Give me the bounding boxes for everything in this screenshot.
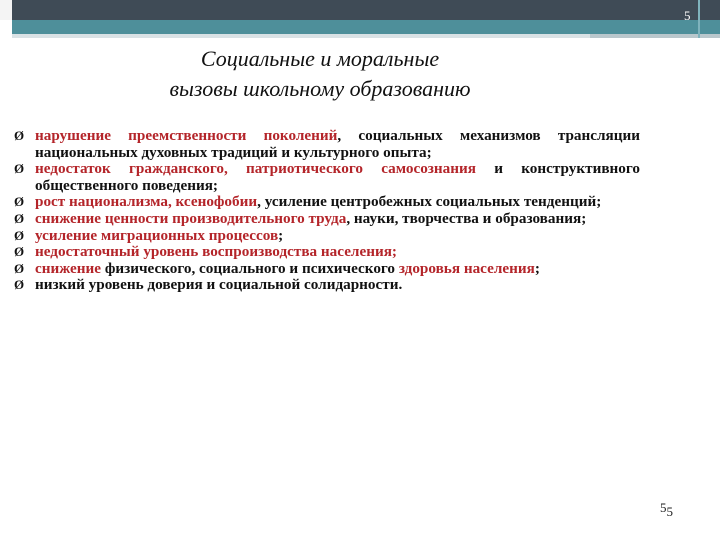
list-item xyxy=(14,128,640,161)
bullet-arrow-icon: Ø xyxy=(14,227,25,243)
teal-banner-stripe xyxy=(12,20,720,34)
page-number-main: 5 xyxy=(660,500,667,515)
challenges-list xyxy=(14,128,640,294)
bullet-arrow-icon: Ø xyxy=(14,244,25,260)
highlighted-text: здоровья населения xyxy=(398,259,535,277)
page-number-sub: 5 xyxy=(666,504,673,519)
header-rule xyxy=(12,34,720,38)
highlighted-text: снижение ценности производительного труда xyxy=(35,209,347,227)
highlighted-text: недостаток гражданского, патриотического самосознания xyxy=(35,160,476,178)
body-text: и конструктивного общественного поведения; xyxy=(35,160,640,194)
body-text: ; xyxy=(278,226,284,244)
slide-title-line-2: вызовы школьному образованию xyxy=(169,76,471,101)
bullet-arrow-icon: Ø xyxy=(14,210,25,226)
body-text: физического, социального и психического xyxy=(101,259,399,277)
list-item xyxy=(14,161,640,194)
list-item xyxy=(14,244,640,261)
bullet-arrow-icon: Ø xyxy=(14,161,25,177)
body-text: , социальных механизмов трансляции национальных духовных традиций и культурного опыта; xyxy=(35,127,640,161)
highlighted-text: недостаточный уровень воспроизводства населения; xyxy=(35,243,397,261)
bullet-arrow-icon: Ø xyxy=(14,277,25,293)
list-item xyxy=(14,228,640,245)
highlighted-text: усиление миграционных процессов xyxy=(35,226,279,244)
top-banner xyxy=(0,0,720,20)
slide-number-top: 5 xyxy=(684,8,691,23)
bullet-arrow-icon: Ø xyxy=(14,194,25,210)
highlighted-text: снижение xyxy=(35,259,102,277)
list-item xyxy=(14,194,640,211)
bullet-arrow-icon: Ø xyxy=(14,128,25,143)
header-rule-segment xyxy=(12,34,590,38)
body-text: ; xyxy=(534,259,540,277)
list-item xyxy=(14,277,640,294)
top-banner-left-block xyxy=(0,0,12,20)
highlighted-text: нарушение преемственности поколений xyxy=(35,127,338,144)
header-vertical-divider xyxy=(698,0,700,38)
highlighted-text: рост национализма, ксенофобии xyxy=(35,193,258,211)
body-text: , науки, творчества и образования; xyxy=(346,209,587,227)
body-text: низкий уровень доверия и социальной солидарности. xyxy=(35,276,403,294)
bullet-arrow-icon: Ø xyxy=(14,260,25,276)
slide-title-line-1: Социальные и моральные xyxy=(200,46,440,71)
list-item xyxy=(14,211,640,228)
list-item xyxy=(14,261,640,278)
body-text: , усиление центробежных социальных тенденций; xyxy=(257,193,602,211)
slide-number-bottom xyxy=(660,500,673,520)
slide-title xyxy=(80,44,560,104)
